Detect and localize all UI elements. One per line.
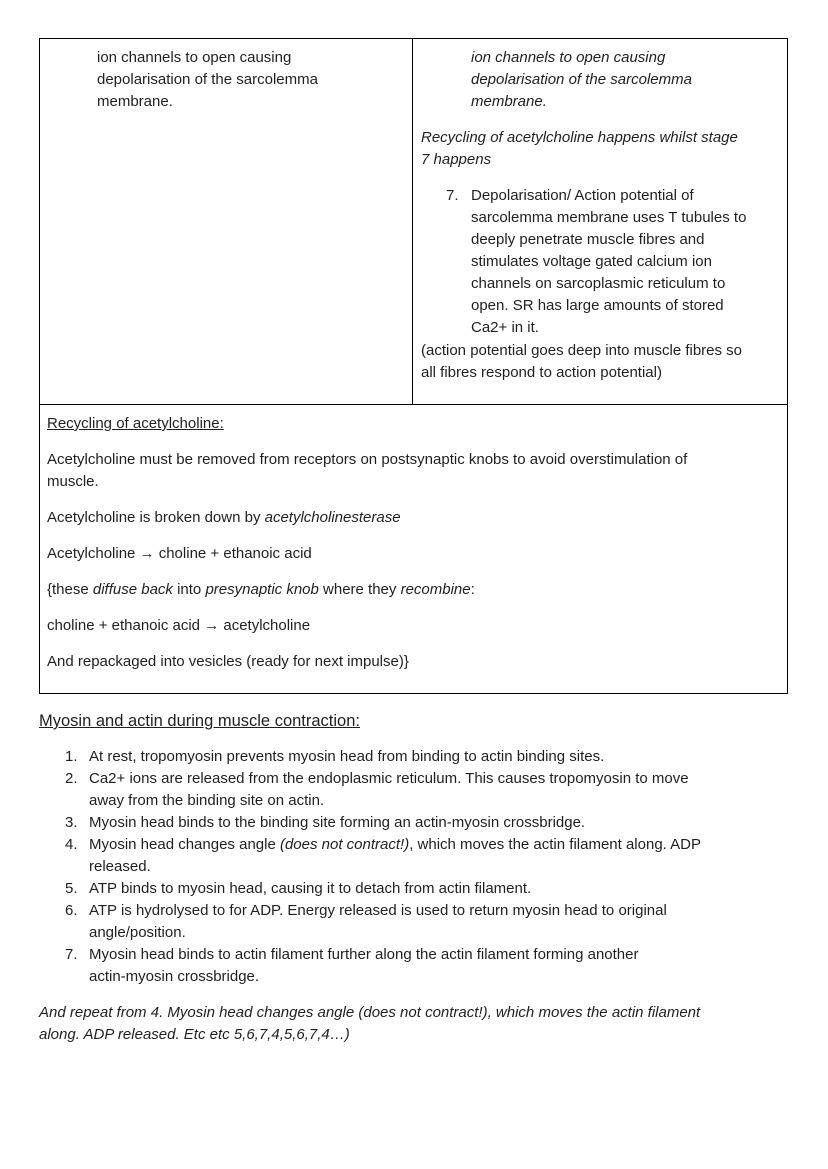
bracket-note-line: (action potential goes deep into muscle fibres so (421, 342, 743, 359)
list-item-line: away from the binding site on actin. (89, 792, 325, 809)
closing-line: And repeat from 4. Myosin head changes angle (does not contract!), which moves the actin filament (39, 1004, 701, 1021)
list-item-italic: (does not contract!) (279, 836, 410, 853)
list-item-line: actin-myosin crossbridge. (89, 968, 260, 985)
recycling-para1-line: Acetylcholine must be removed from receptors on postsynaptic knobs to avoid overstimulation of (47, 451, 688, 468)
list-item (65, 900, 785, 944)
recycling-para1-line: muscle. (47, 473, 99, 490)
list-item-text: , which moves the actin filament along. ADP (409, 836, 702, 853)
para3-italic: diffuse back (92, 581, 173, 598)
list-item-line: released. (89, 858, 151, 875)
list-item-text: Myosin head changes angle (89, 836, 280, 853)
step7-line: Depolarisation/ Action potential of (471, 187, 694, 204)
recycling-para2 (47, 507, 782, 529)
list-item (65, 878, 785, 900)
column-divider (412, 38, 413, 405)
list-item (65, 944, 785, 988)
para3-text: {these (47, 581, 93, 598)
step7-text (471, 185, 786, 339)
list-item-number: 4. (65, 836, 78, 853)
step7-line: channels on sarcoplasmic reticulum to (471, 275, 726, 292)
list-item-number: 3. (65, 814, 78, 831)
list-item (65, 746, 785, 768)
right-cell-line: membrane. (471, 93, 547, 110)
recycling-para4: And repackaged into vesicles (ready for next impulse)} (47, 653, 409, 670)
recycling-note (421, 127, 781, 171)
step7-number: 7. (446, 187, 459, 204)
myosin-steps-list (65, 746, 785, 988)
list-item-line (89, 834, 785, 856)
list-item (65, 812, 785, 834)
para3-text: : (470, 581, 475, 598)
right-cell-line: depolarisation of the sarcolemma (471, 71, 692, 88)
list-item-line: ATP binds to myosin head, causing it to detach from actin filament. (89, 880, 532, 897)
recycling-note-line: 7 happens (421, 151, 492, 168)
bracket-note (421, 340, 786, 384)
equation-recombine: choline + ethanoic acid → acetylcholine (47, 617, 311, 634)
closing-note (39, 1002, 799, 1046)
list-item-number: 7. (65, 946, 78, 963)
left-cell-line: membrane. (97, 93, 173, 110)
myosin-heading: Myosin and actin during muscle contraction: (39, 712, 360, 730)
para3-text: into (172, 581, 206, 598)
equation-breakdown: Acetylcholine → choline + ethanoic acid (47, 545, 312, 562)
list-item-line: ATP is hydrolysed to for ADP. Energy released is used to return myosin head to original (89, 902, 667, 919)
para3-text: where they (318, 581, 401, 598)
recycling-note-line: Recycling of acetylcholine happens whilst stage (421, 129, 738, 146)
enzyme-name: acetylcholinesterase (264, 509, 401, 526)
list-item-number: 5. (65, 880, 78, 897)
step7-line: Ca2+ in it. (471, 319, 539, 336)
list-item (65, 768, 785, 812)
list-item-number: 1. (65, 748, 78, 765)
list-item-number: 6. (65, 902, 78, 919)
para2-prefix: Acetylcholine is broken down by (47, 509, 265, 526)
step7-line: sarcolemma membrane uses T tubules to (471, 209, 747, 226)
step7-line: deeply penetrate muscle fibres and (471, 231, 705, 248)
para3-italic: recombine (400, 581, 471, 598)
closing-line: along. ADP released. Etc etc 5,6,7,4,5,6,7,4…) (39, 1026, 350, 1043)
list-item-line: Ca2+ ions are released from the endoplasmic reticulum. This causes tropomyosin to move (89, 770, 689, 787)
right-cell-line: ion channels to open causing (471, 49, 666, 66)
left-cell-line: depolarisation of the sarcolemma (97, 71, 318, 88)
recycling-heading: Recycling of acetylcholine: (47, 415, 224, 432)
step7-line: open. SR has large amounts of stored (471, 297, 724, 314)
left-cell-line: ion channels to open causing (97, 49, 292, 66)
recycling-section (47, 413, 782, 673)
step7-line: stimulates voltage gated calcium ion (471, 253, 712, 270)
list-item-line: At rest, tropomyosin prevents myosin head from binding to actin binding sites. (89, 748, 605, 765)
list-item-number: 2. (65, 770, 78, 787)
bracket-note-line: all fibres respond to action potential) (421, 364, 662, 381)
list-item (65, 834, 785, 878)
recycling-para3 (47, 579, 782, 601)
para3-italic: presynaptic knob (205, 581, 319, 598)
list-item-line: Myosin head binds to actin filament further along the actin filament forming another (89, 946, 639, 963)
right-cell-text (471, 47, 781, 113)
list-item-line: Myosin head binds to the binding site forming an actin-myosin crossbridge. (89, 814, 586, 831)
left-cell-text (97, 47, 397, 113)
list-item-line: angle/position. (89, 924, 186, 941)
